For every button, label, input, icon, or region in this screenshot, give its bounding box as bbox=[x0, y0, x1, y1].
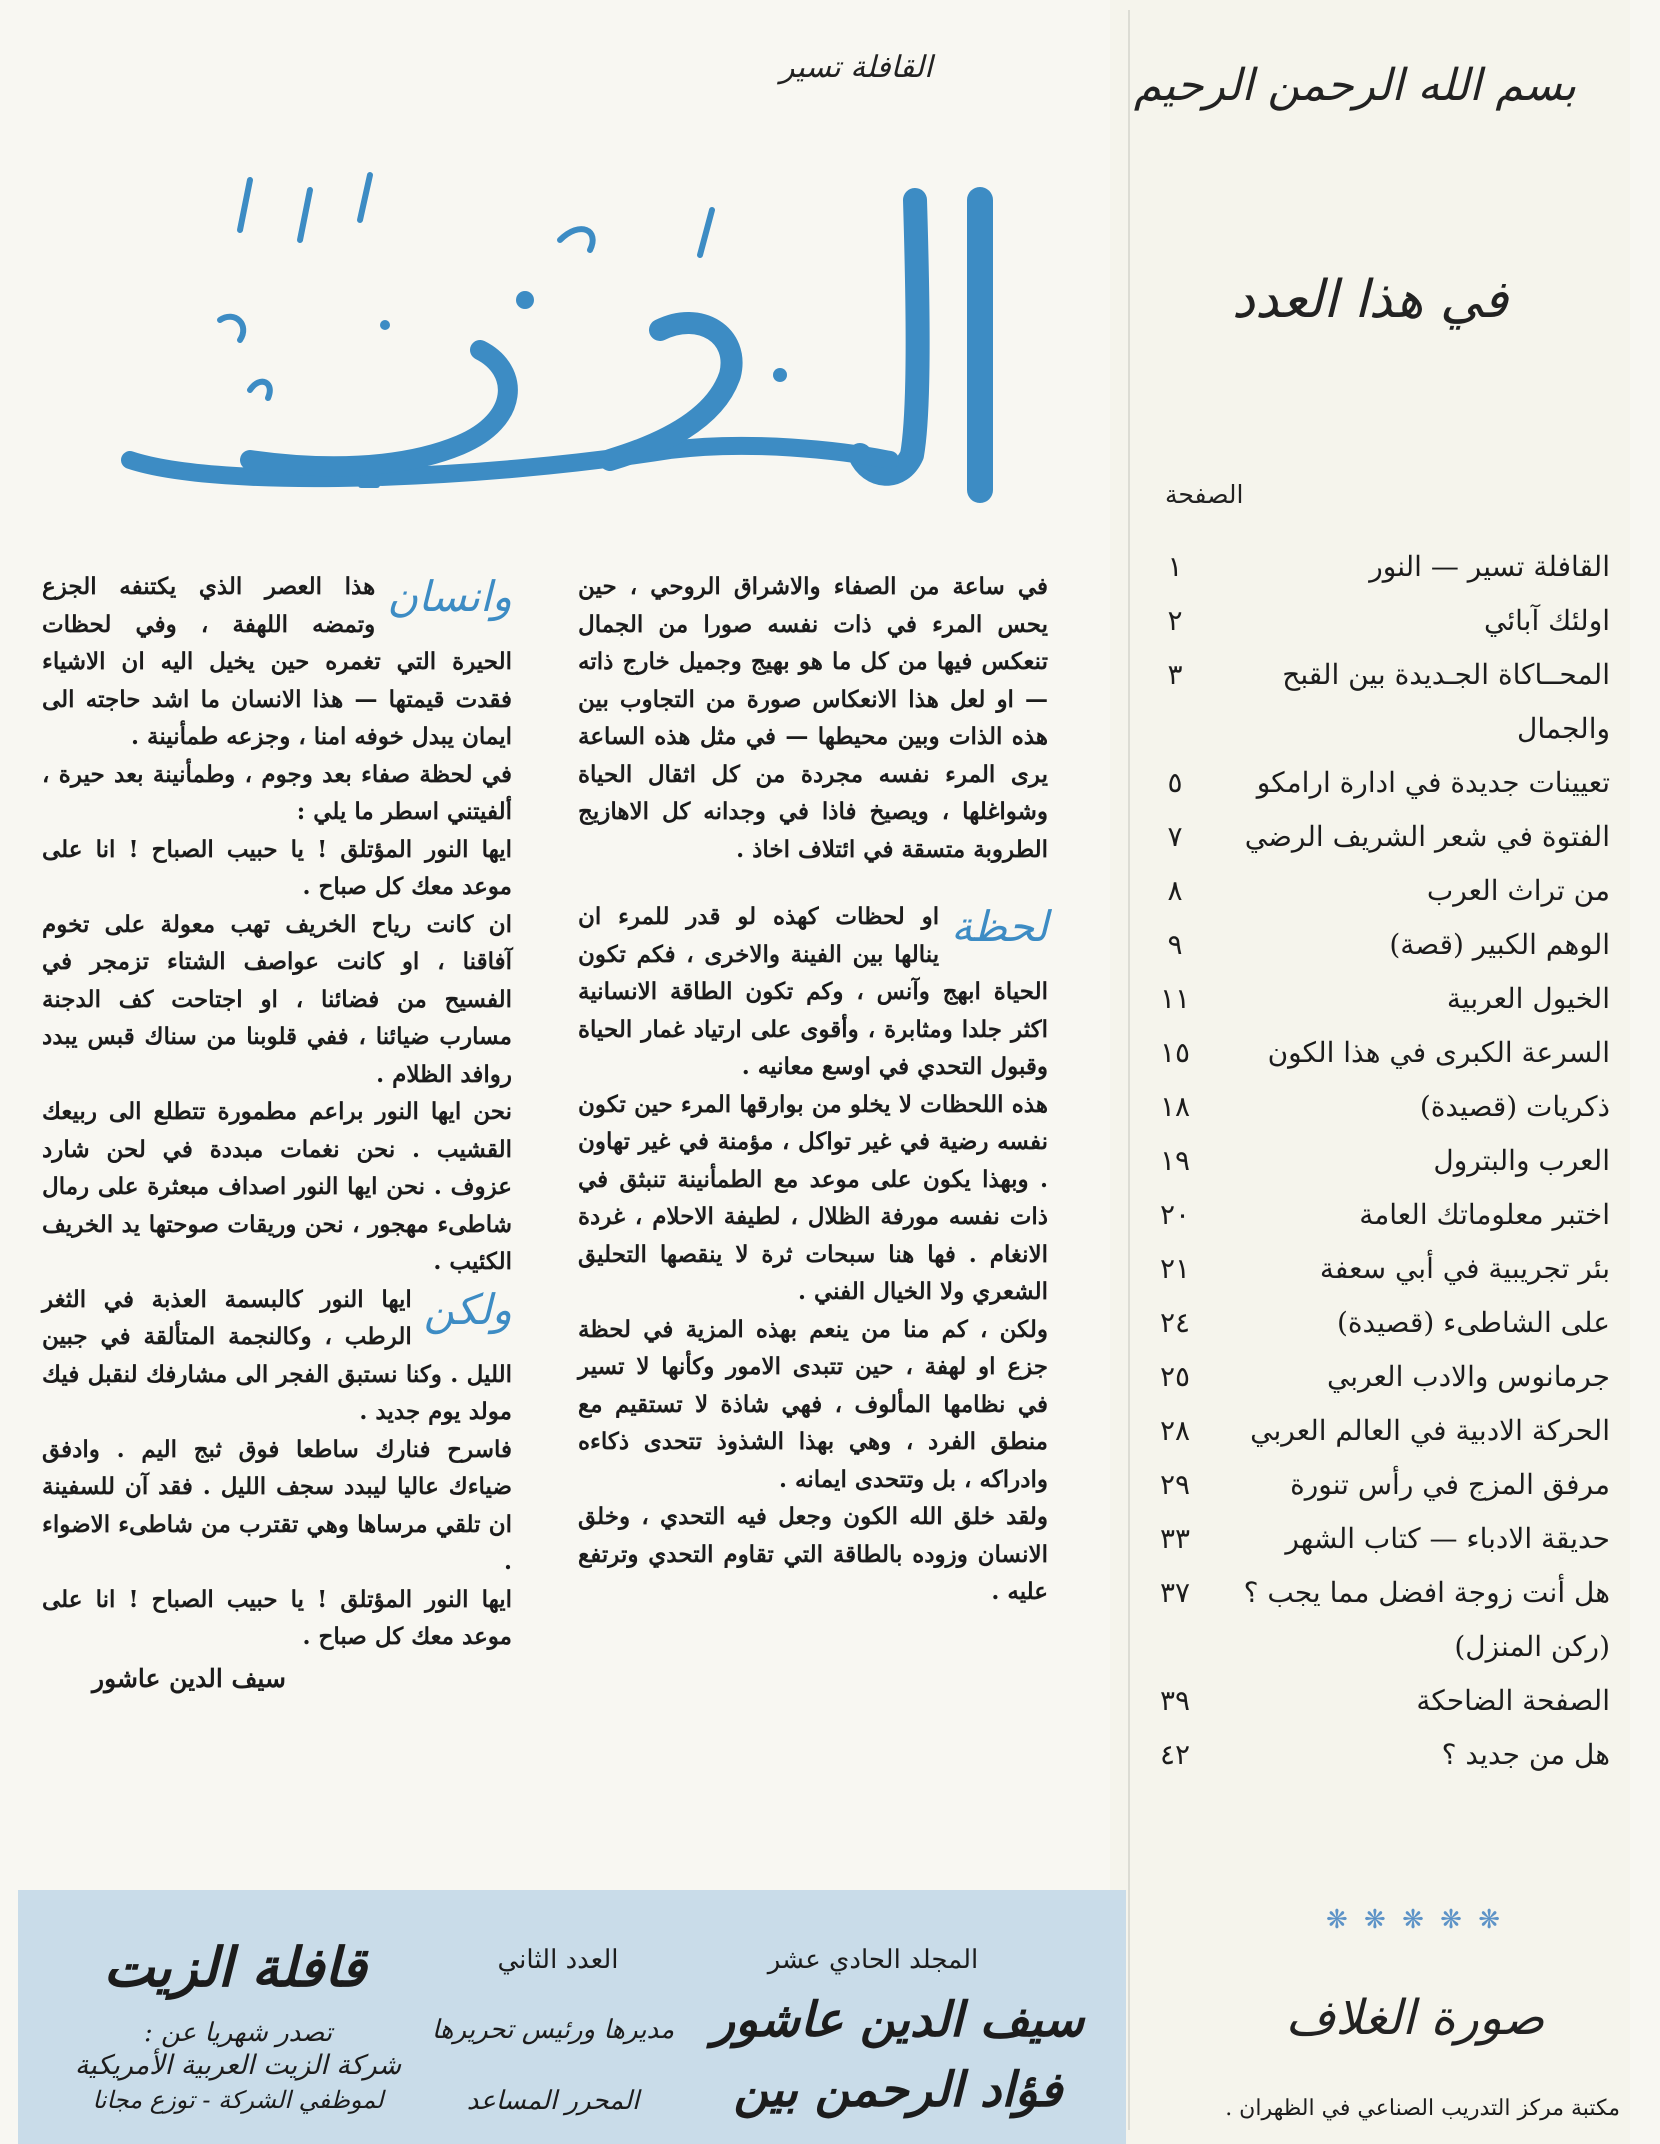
toc-item-title: هل أنت زوجة افضل مما يجب ؟ (ركن المنزل) bbox=[1243, 1576, 1610, 1663]
page-divider bbox=[1128, 10, 1130, 2130]
toc-item bbox=[1140, 1026, 1610, 1080]
article-paragraph: في لحظة صفاء بعد وجوم ، وطمأنينة بعد حيرة ، ألفيتني اسطر ما يلي : bbox=[42, 760, 512, 825]
distribution-note: لموظفي الشركة - توزع مجانا bbox=[92, 2086, 384, 2114]
magazine-name: قافلة الزيت bbox=[103, 1935, 367, 1999]
toc-item-title: السرعة الكبرى في هذا الكون bbox=[1267, 1036, 1610, 1069]
toc-item-title: الوهم الكبير (قصة) bbox=[1389, 928, 1610, 961]
article-paragraph: نحن ايها النور براعم مطمورة تتطلع الى ربيعك القشيب . نحن نغمات مبددة في لحن شارد عزوف . نحن ايها النور اصداف مبعثرة على رمال شاطىء مهجور ، نحن وريقات صوحتها يد الخريف الكئيب . bbox=[42, 1098, 512, 1275]
basmala: بسم الله الرحمن الرحيم bbox=[1133, 60, 1577, 111]
toc-item bbox=[1140, 1134, 1610, 1188]
toc-item-title: المحــاكاة الجـديدة بين القبح والجمال bbox=[1282, 658, 1610, 745]
toc-item-page: ٣٧ bbox=[1159, 1576, 1191, 1609]
toc-item bbox=[1140, 1080, 1610, 1134]
toc-item-title: ذكريات (قصيدة) bbox=[1419, 1090, 1610, 1123]
toc-item-page: ٢٨ bbox=[1159, 1414, 1191, 1447]
sidehead-moment: لحظة bbox=[951, 902, 1048, 951]
toc-item-page: ٢٩ bbox=[1159, 1468, 1191, 1501]
toc-item-page: ٧ bbox=[1167, 820, 1183, 853]
calligraphy-logo bbox=[100, 160, 1000, 520]
editor-role: مديرها ورئيس تحريرها bbox=[431, 2015, 675, 2045]
toc-item-title: العرب والبترول bbox=[1433, 1144, 1610, 1177]
toc-item-page: ١ bbox=[1167, 550, 1183, 583]
toc-item bbox=[1140, 1512, 1610, 1566]
article-paragraph: ولقد خلق الله الكون وجعل فيه التحدي ، وخلق الانسان وزوده بالطاقة التي تقاوم التحدي وترتفع عليه . bbox=[578, 1503, 1048, 1605]
cover-photo-caption: مكتبة مركز التدريب الصناعي في الظهران . bbox=[1225, 2096, 1620, 2121]
page-column-header: الصفحة bbox=[1165, 480, 1244, 509]
toc-item-title: الحركة الادبية في العالم العربي bbox=[1250, 1414, 1610, 1447]
article-paragraph: هذه اللحظات لا يخلو من بوارقها المرء حين تكون نفسه رضية في غير تواكل ، مؤمنة في غير تهاون . وبهذا يكون على موعد مع الطمأنينة تنبثق في ذات نفسه مورفة الظلال ، لطيفة الاحلام ، غردة الانغام . فها هنا سبحات ثرة لا ينقصها التحليق الشعري ولا الخيال الفني . bbox=[578, 1090, 1048, 1305]
assistant-editor-role: المحرر المساعد bbox=[466, 2086, 640, 2116]
toc-item-title: مرفق المزج في رأس تنورة bbox=[1290, 1468, 1610, 1501]
article-column-left bbox=[42, 568, 512, 1697]
toc-item-page: ٩ bbox=[1167, 928, 1183, 961]
sidehead-human: وانسان bbox=[387, 572, 512, 621]
toc-item-title: الفتوة في شعر الشريف الرضي bbox=[1244, 820, 1610, 853]
ornament-icon: ❋ ❋ ❋ ❋ ❋ bbox=[1326, 1905, 1504, 1935]
toc-item-title: اولئك آبائي bbox=[1483, 604, 1610, 637]
cover-photo-heading: صورة الغلاف bbox=[1285, 1990, 1545, 2046]
toc-item-title: حديقة الادباء — كتاب الشهر bbox=[1285, 1522, 1610, 1555]
toc-item-page: ٥ bbox=[1167, 766, 1183, 799]
toc-item bbox=[1140, 1242, 1610, 1296]
assistant-editor-name: فؤاد الرحمن بين bbox=[733, 2062, 1063, 2118]
toc-item-page: ١٨ bbox=[1159, 1090, 1191, 1123]
publisher-line: تصدر شهريا عن : bbox=[143, 2018, 333, 2048]
toc-item-title: من تراث العرب bbox=[1426, 874, 1610, 907]
toc-item-title: الخيول العربية bbox=[1446, 982, 1610, 1015]
article-paragraph: ان كانت رياح الخريف تهب معولة على تخوم آفاقنا ، او كانت عواصف الشتاء تزمجر في الفسيح من فضائنا ، او اجتاحت كف الدجنة مسارب ضيائنا ، ففي قلوبنا من سناك قبس يبدد روافد الظلام . bbox=[42, 910, 512, 1088]
toc-item bbox=[1140, 1404, 1610, 1458]
toc-item bbox=[1140, 1188, 1610, 1242]
toc-item bbox=[1140, 540, 1610, 594]
editor-name: سيف الدين عاشور bbox=[711, 1992, 1085, 2048]
article-paragraph: فاسرح فنارك ساطعا فوق ثبج اليم . وادفق ضياءك عاليا ليبدد سجف الليل . فقد آن للسفينة ان تلقي مرساها وهي تقترب من شاطىء الاضواء . bbox=[42, 1435, 512, 1575]
toc-item bbox=[1140, 1566, 1610, 1674]
article-paragraph: ايها النور المؤتلق ! يا حبيب الصباح ! انا على موعد معك كل صباح . bbox=[42, 1585, 512, 1650]
masthead-box bbox=[18, 1890, 1126, 2144]
toc-item-title: جرمانوس والادب العربي bbox=[1326, 1360, 1610, 1393]
toc-item-title: الصفحة الضاحكة bbox=[1416, 1684, 1610, 1717]
toc-item-page: ٢١ bbox=[1159, 1252, 1191, 1285]
toc-item bbox=[1140, 810, 1610, 864]
toc-item-page: ٨ bbox=[1167, 874, 1183, 907]
toc-item-page: ٢٤ bbox=[1159, 1306, 1191, 1339]
toc-item bbox=[1140, 972, 1610, 1026]
toc-item bbox=[1140, 864, 1610, 918]
toc-item-page: ٣ bbox=[1167, 658, 1183, 691]
volume-number: المجلد الحادي عشر bbox=[767, 1945, 979, 1975]
sidehead-but: ولكن bbox=[423, 1284, 512, 1334]
toc-item-page: ٢ bbox=[1167, 604, 1183, 637]
toc-item bbox=[1140, 648, 1610, 756]
article-paragraph: ايها النور كالبسمة العذبة في الثغر الرطب ، وكالنجمة المتألقة في جبين الليل . وكنا نستبق الفجر الى مشارفك لنقبل فيك مولد يوم جديد . bbox=[42, 1285, 512, 1425]
toc-item-title: هل من جديد ؟ bbox=[1441, 1738, 1610, 1771]
toc-item bbox=[1140, 918, 1610, 972]
article-paragraph: ايها النور المؤتلق ! يا حبيب الصباح ! انا على موعد معك كل صباح . bbox=[42, 835, 512, 900]
toc-item-title: اختبر معلوماتك العامة bbox=[1359, 1198, 1610, 1231]
author-signature: سيف الدين عاشور bbox=[92, 1663, 286, 1693]
toc-item bbox=[1140, 1728, 1610, 1782]
section-kicker: القافلة تسير bbox=[780, 50, 933, 85]
issue-number: العدد الثاني bbox=[497, 1945, 619, 1975]
toc-item-title: تعيينات جديدة في ادارة ارامكو bbox=[1256, 766, 1610, 799]
toc-item bbox=[1140, 1674, 1610, 1728]
toc-item-page: ١٩ bbox=[1159, 1144, 1191, 1177]
toc-item-page: ٤٢ bbox=[1159, 1738, 1191, 1771]
publisher-company: شركة الزيت العربية الأمريكية bbox=[74, 2050, 402, 2081]
toc-item bbox=[1140, 594, 1610, 648]
toc-item-page: ٣٣ bbox=[1159, 1522, 1191, 1555]
in-this-issue-heading: في هذا العدد bbox=[1231, 270, 1509, 330]
toc-item-page: ٢٥ bbox=[1159, 1360, 1191, 1393]
toc-item-page: ١٥ bbox=[1159, 1036, 1191, 1069]
toc-item-title: على الشاطىء (قصيدة) bbox=[1336, 1306, 1610, 1339]
article-column-right bbox=[578, 568, 1048, 1611]
toc-item bbox=[1140, 1350, 1610, 1404]
toc-item-page: ١١ bbox=[1159, 982, 1191, 1015]
toc-item-page: ٢٠ bbox=[1159, 1198, 1191, 1231]
toc-item-page: ٣٩ bbox=[1159, 1684, 1191, 1717]
toc-item bbox=[1140, 1458, 1610, 1512]
toc-item-title: القافلة تسير — النور bbox=[1369, 550, 1610, 583]
article-paragraph: ولكن ، كم منا من ينعم بهذه المزية في لحظة جزع او لهفة ، حين تتبدى الامور وكأنها لا تسير في نظامها المألوف ، فهي شاذة لا تستقيم مع منطق الفرد ، وهي بهذا الشذوذ تتحدى ذكاءه وادراكه ، بل وتتحدى ايمانه . bbox=[578, 1315, 1048, 1493]
toc-item-title: بئر تجريبية في أبي سعفة bbox=[1319, 1252, 1610, 1285]
article-paragraph: او لحظات كهذه لو قدر للمرء ان ينالها بين الفينة والاخرى ، فكم تكون الحياة ابهج وآنس ، وكم تكون الطاقة الانسانية اكثر جلدا ومثابرة ، وأقوى على ارتياد غمار الحياة وقبول التحدي في اوسع معانيه . bbox=[578, 903, 1048, 1080]
table-of-contents bbox=[1140, 540, 1610, 1782]
toc-item bbox=[1140, 756, 1610, 810]
toc-item bbox=[1140, 1296, 1610, 1350]
article-paragraph: هذا العصر الذي يكتنفه الجزع وتمضه اللهفة ، وفي لحظات الحيرة التي تغمره حين يخيل اليه ان الاشياء فقدت قيمتها — هذا الانسان ما اشد حاجته الى ايمان يبدل خوفه امنا ، وجزعه طمأنينة . bbox=[42, 573, 512, 750]
article-paragraph: في ساعة من الصفاء والاشراق الروحي ، حين يحس المرء في ذات نفسه صورا من الجمال تنعكس فيها من كل ما هو بهيج وجميل خارج ذاته — او لعل هذا الانعكاس صورة من التجاوب بين هذه الذات وبين محيطها — في مثل هذه الساعة يرى المرء نفسه مجردة من كل اثقال الحياة وشواغلها ، ويصيخ فاذا في وجدانه كل الاهازيج الطروبة متسقة في ائتلاف اخاذ . bbox=[578, 573, 1048, 863]
